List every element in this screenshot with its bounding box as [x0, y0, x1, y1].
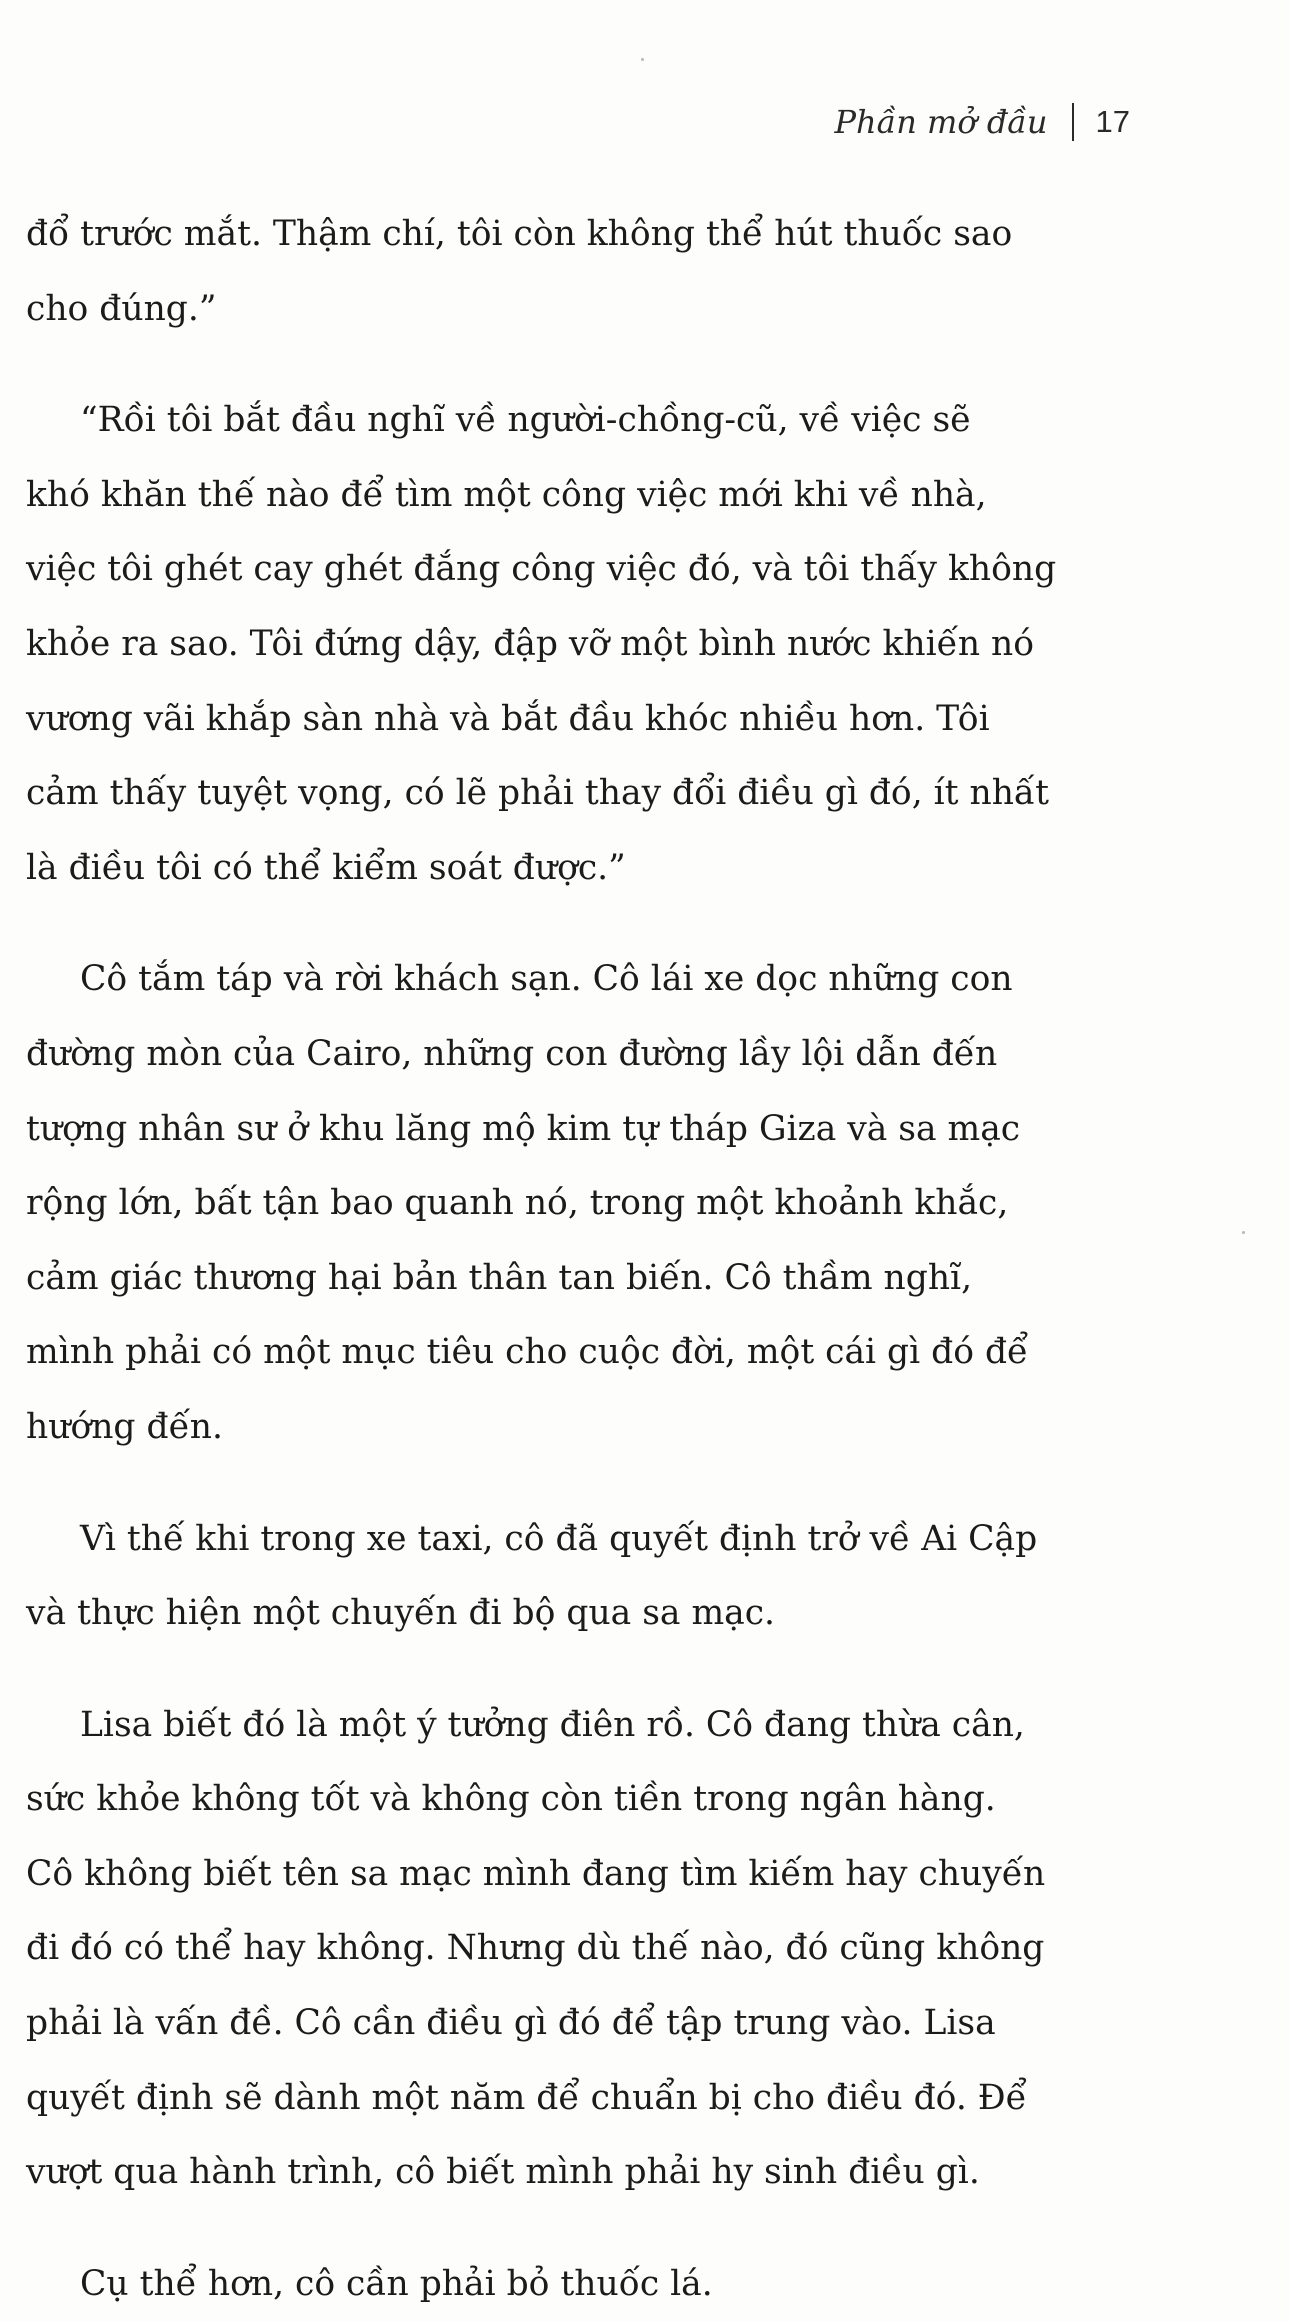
text-line: sức khỏe không tốt và không còn tiền trong ngân hàng. — [26, 1779, 996, 1820]
text-line: cảm thấy tuyệt vọng, có lẽ phải thay đổi điều gì đó, ít nhất — [26, 773, 1049, 814]
running-head — [835, 100, 1131, 144]
text-line: mình phải có một mục tiêu cho cuộc đời, một cái gì đó để — [26, 1332, 1029, 1373]
page-number: 17 — [1095, 104, 1130, 139]
text-line: vượt qua hành trình, cô biết mình phải hy sinh điều gì. — [26, 2152, 980, 2193]
text-line: hướng đến. — [26, 1406, 223, 1447]
text-line: cảm giác thương hại bản thân tan biến. Cô thầm nghĩ, — [26, 1257, 973, 1298]
text-line: việc tôi ghét cay ghét đắng công việc đó, và tôi thấy không — [26, 549, 1057, 590]
paragraph — [26, 942, 1166, 1464]
text-line: Cô tắm táp và rời khách sạn. Cô lái xe dọc những con — [80, 959, 1013, 1000]
scan-speck — [641, 58, 644, 61]
text-line: đường mòn của Cairo, những con đường lầy lội dẫn đến — [26, 1033, 998, 1074]
running-title: Phần mở đầu — [834, 103, 1048, 141]
text-line: khó khăn thế nào để tìm một công việc mới khi về nhà, — [26, 474, 987, 515]
text-line: phải là vấn đề. Cô cần điều gì đó để tập trung vào. Lisa — [26, 2003, 996, 2044]
text-line: cho đúng.” — [26, 288, 217, 329]
text-line: Vì thế khi trong xe taxi, cô đã quyết định trở về Ai Cập — [80, 1518, 1038, 1559]
text-line: vương vãi khắp sàn nhà và bắt đầu khóc nhiều hơn. Tôi — [26, 698, 990, 739]
text-line: và thực hiện một chuyến đi bộ qua sa mạc. — [26, 1593, 776, 1634]
header-divider — [1072, 103, 1074, 141]
scan-speck — [1242, 1231, 1245, 1234]
body-text — [26, 197, 1166, 2321]
text-line: khỏe ra sao. Tôi đứng dậy, đập vỡ một bình nước khiến nó — [26, 623, 1035, 664]
paragraph — [26, 2247, 1166, 2321]
text-line: đi đó có thể hay không. Nhưng dù thế nào, đó cũng không — [26, 1928, 1045, 1969]
text-line: tượng nhân sư ở khu lăng mộ kim tự tháp Giza và sa mạc — [26, 1108, 1021, 1149]
paragraph — [26, 383, 1166, 905]
text-line: Cụ thể hơn, cô cần phải bỏ thuốc lá. — [80, 2263, 713, 2304]
paragraph — [26, 197, 1166, 346]
text-line: rộng lớn, bất tận bao quanh nó, trong một khoảnh khắc, — [26, 1183, 1009, 1224]
text-line: quyết định sẽ dành một năm để chuẩn bị cho điều đó. Để — [26, 2077, 1027, 2118]
text-line: “Rồi tôi bắt đầu nghĩ về người-chồng-cũ, về việc sẽ — [80, 400, 971, 441]
text-line: là điều tôi có thể kiểm soát được.” — [26, 847, 626, 888]
text-line: Lisa biết đó là một ý tưởng điên rồ. Cô đang thừa cân, — [80, 1704, 1025, 1745]
paragraph — [26, 1688, 1166, 2210]
paragraph — [26, 1502, 1166, 1651]
text-line: đổ trước mắt. Thậm chí, tôi còn không thể hút thuốc sao — [26, 214, 1013, 254]
text-line: Cô không biết tên sa mạc mình đang tìm kiếm hay chuyến — [26, 1853, 1046, 1894]
